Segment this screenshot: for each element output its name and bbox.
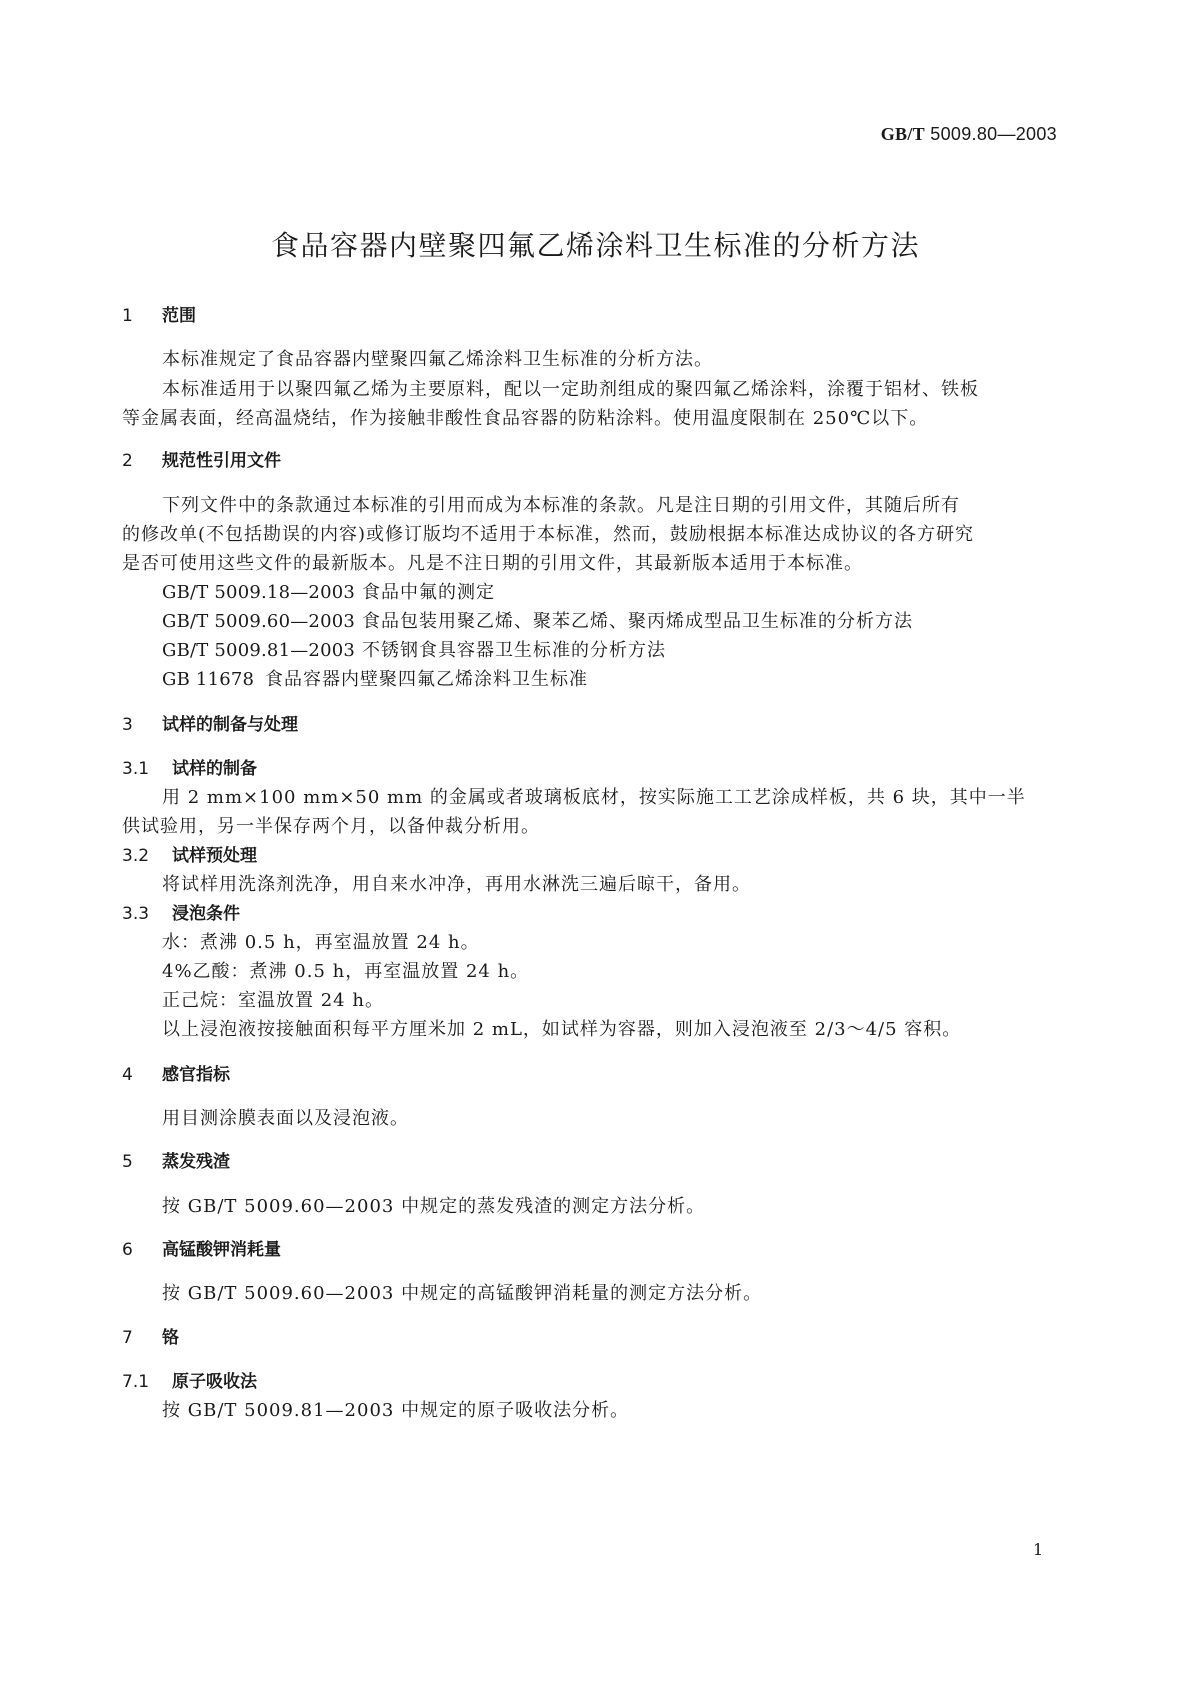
reference-code: GB 11678 <box>162 669 255 690</box>
subsection-title: 浸泡条件 <box>172 904 240 924</box>
section-4-heading <box>122 1063 230 1087</box>
reference-title: 食品容器内壁聚四氟乙烯涂料卫生标准 <box>265 669 588 690</box>
reference-title: 不锈钢食具容器卫生标准的分析方法 <box>362 640 666 661</box>
section-5-heading <box>122 1150 230 1174</box>
paragraph: 将试样用洗涤剂洗净，用自来水冲净，再用水淋洗三遍后晾干，备用。 <box>162 874 751 895</box>
subsection-number: 3.3 <box>122 904 150 924</box>
reference-item <box>162 639 666 663</box>
paragraph: 4%乙酸：煮沸 0.5 h，再室温放置 24 h。 <box>162 961 530 982</box>
reference-code: GB/T 5009.60—2003 <box>162 611 356 632</box>
reference-title: 食品包装用聚乙烯、聚苯乙烯、聚丙烯成型品卫生标准的分析方法 <box>362 611 913 632</box>
doc-code-prefix: GB/T <box>880 124 925 144</box>
reference-code: GB/T 5009.18—2003 <box>162 582 356 603</box>
section-number: 5 <box>122 1152 133 1172</box>
subsection-3-1-heading <box>122 757 257 781</box>
paragraph: 用 2 mm×100 mm×50 mm 的金属或者玻璃板底材，按实际施工工艺涂成样板，共 6 块，其中一半 <box>162 787 1026 808</box>
paragraph: 本标准适用于以聚四氟乙烯为主要原料，配以一定助剂组成的聚四氟乙烯涂料，涂覆于铝材、铁板 <box>162 379 979 400</box>
subsection-title: 试样的制备 <box>172 759 257 779</box>
paragraph: 本标准规定了食品容器内壁聚四氟乙烯涂料卫生标准的分析方法。 <box>162 349 713 370</box>
section-6-heading <box>122 1238 281 1262</box>
document-code <box>881 124 1057 145</box>
paragraph: 供试验用，另一半保存两个月，以备仲裁分析用。 <box>122 816 540 837</box>
document-title: 食品容器内壁聚四氟乙烯涂料卫生标准的分析方法 <box>270 229 920 262</box>
reference-title: 食品中氟的测定 <box>362 582 495 603</box>
section-title: 感官指标 <box>162 1065 230 1085</box>
paragraph: 是否可使用这些文件的最新版本。凡是不注日期的引用文件，其最新版本适用于本标准。 <box>122 553 863 574</box>
paragraph: 的修改单(不包括勘误的内容)或修订版均不适用于本标准，然而，鼓励根据本标准达成协议的各方研究 <box>122 524 975 545</box>
subsection-title: 原子吸收法 <box>172 1372 257 1392</box>
section-number: 6 <box>122 1240 133 1260</box>
section-title: 高锰酸钾消耗量 <box>162 1240 281 1260</box>
subsection-number: 7.1 <box>122 1372 150 1392</box>
paragraph: 按 GB/T 5009.81—2003 中规定的原子吸收法分析。 <box>162 1400 630 1421</box>
section-7-heading <box>122 1326 179 1350</box>
section-3-heading <box>122 713 298 737</box>
subsection-number: 3.2 <box>122 846 150 866</box>
section-number: 1 <box>122 306 133 326</box>
section-title: 铬 <box>162 1328 179 1348</box>
reference-item <box>162 668 588 692</box>
section-number: 3 <box>122 715 133 735</box>
section-number: 2 <box>122 451 133 471</box>
doc-code-number: 5009.80—2003 <box>930 124 1057 144</box>
paragraph: 水：煮沸 0.5 h，再室温放置 24 h。 <box>162 932 480 953</box>
section-number: 4 <box>122 1065 133 1085</box>
paragraph: 按 GB/T 5009.60—2003 中规定的高锰酸钾消耗量的测定方法分析。 <box>162 1283 763 1304</box>
section-1-heading <box>122 304 196 328</box>
reference-code: GB/T 5009.81—2003 <box>162 640 356 661</box>
paragraph: 正己烷：室温放置 24 h。 <box>162 990 384 1011</box>
page-number: 1 <box>1033 1540 1044 1559</box>
paragraph: 等金属表面，经高温烧结，作为接触非酸性食品容器的防粘涂料。使用温度限制在 250℃以下。 <box>122 408 929 429</box>
subsection-3-3-heading <box>122 902 240 926</box>
reference-item <box>162 581 495 605</box>
paragraph: 下列文件中的条款通过本标准的引用而成为本标准的条款。凡是注日期的引用文件，其随后所有 <box>162 495 960 516</box>
section-title: 试样的制备与处理 <box>162 715 298 735</box>
subsection-title: 试样预处理 <box>172 846 257 866</box>
section-title: 范围 <box>162 306 196 326</box>
paragraph: 以上浸泡液按接触面积每平方厘米加 2 mL，如试样为容器，则加入浸泡液至 2/3～4/5 容积。 <box>162 1019 962 1040</box>
reference-item <box>162 610 913 634</box>
section-number: 7 <box>122 1328 133 1348</box>
section-title: 规范性引用文件 <box>162 451 281 471</box>
subsection-number: 3.1 <box>122 759 150 779</box>
paragraph: 按 GB/T 5009.60—2003 中规定的蒸发残渣的测定方法分析。 <box>162 1196 706 1217</box>
subsection-7-1-heading <box>122 1370 257 1394</box>
section-title: 蒸发残渣 <box>162 1152 230 1172</box>
paragraph: 用目测涂膜表面以及浸泡液。 <box>162 1108 409 1129</box>
subsection-3-2-heading <box>122 844 257 868</box>
section-2-heading <box>122 449 281 473</box>
